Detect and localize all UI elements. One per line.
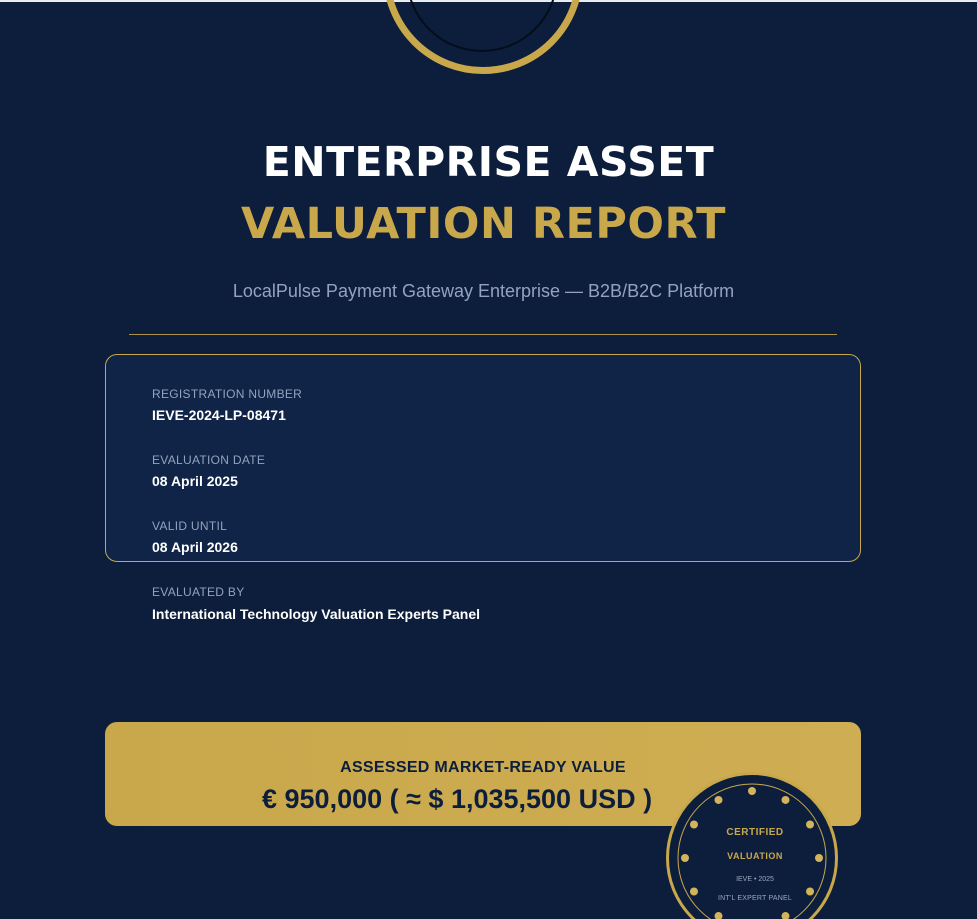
assessed-value-amount: € 950,000 ( ≈ $ 1,035,500 USD ): [262, 784, 653, 814]
assessed-value-label: ASSESSED MARKET-READY VALUE: [340, 759, 626, 776]
valid-until-value: 08 April 2026: [152, 539, 238, 555]
seal-panel-text: INT'L EXPERT PANEL: [718, 895, 792, 902]
certification-seal: [666, 772, 838, 919]
report-title-line1: ENTERPRISE ASSET: [262, 138, 715, 186]
valid-until-label: VALID UNTIL: [152, 519, 228, 533]
seal-code-text: IEVE • 2025: [736, 876, 774, 883]
seal-valuation-text: VALUATION: [727, 851, 783, 861]
evaluation-date-label: EVALUATION DATE: [152, 453, 266, 467]
registration-number-label: REGISTRATION NUMBER: [152, 387, 303, 401]
seal-dot: [748, 787, 756, 795]
evaluated-by-label: EVALUATED BY: [152, 585, 245, 599]
evaluation-date-value: 08 April 2025: [152, 473, 238, 489]
report-title-line2: VALUATION REPORT: [241, 199, 726, 249]
seal-dot: [782, 796, 790, 804]
evaluated-by-value: International Technology Valuation Experts Panel: [152, 606, 481, 622]
seal-dot: [782, 912, 790, 919]
seal-dot: [715, 796, 723, 804]
registration-number-value: IEVE-2024-LP-08471: [152, 407, 286, 423]
seal-dot: [715, 912, 723, 919]
title-divider: [129, 334, 837, 335]
report-subtitle: LocalPulse Payment Gateway Enterprise — B2B/B2C Platform: [232, 281, 735, 301]
seal-certified-text: CERTIFIED: [726, 827, 784, 838]
